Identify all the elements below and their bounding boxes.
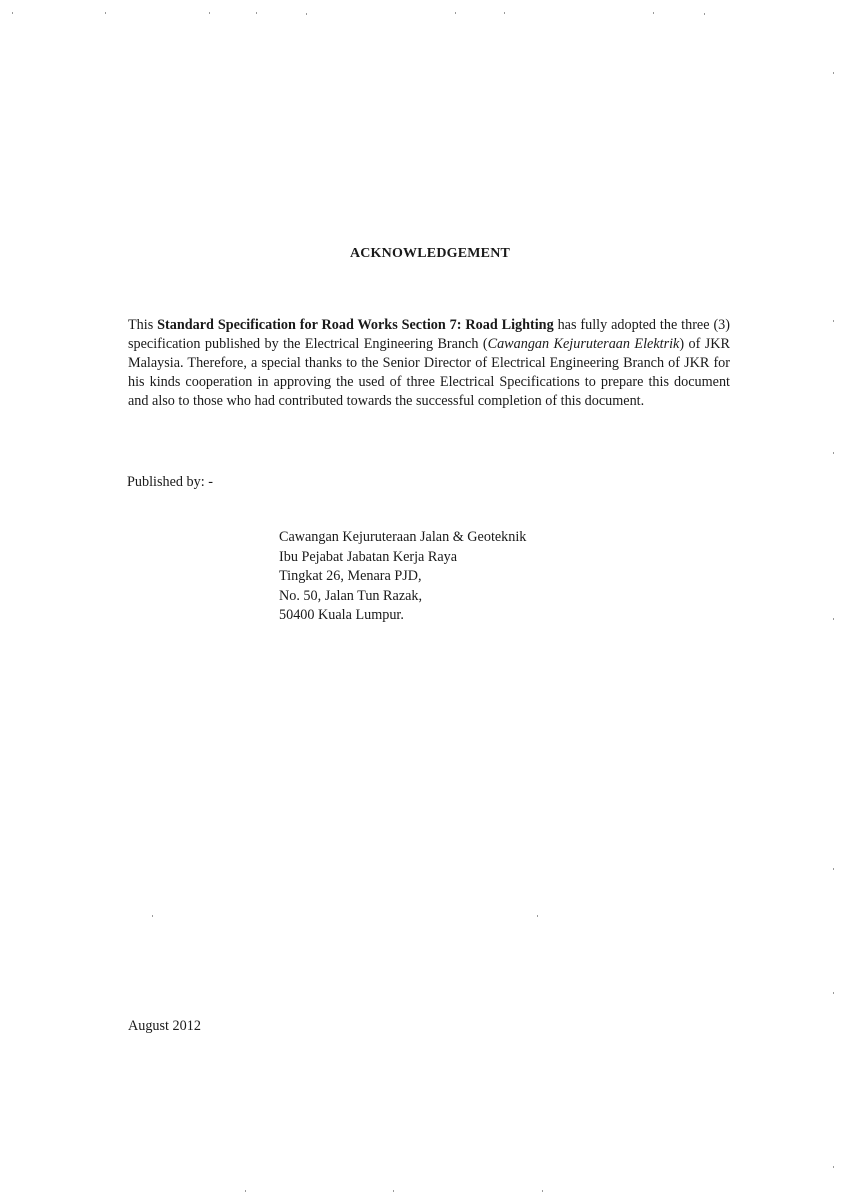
paragraph-bold-title: Standard Specification for Road Works Section 7: Road Lighting xyxy=(157,317,554,333)
scan-speck xyxy=(542,1190,543,1192)
acknowledgement-paragraph xyxy=(128,316,730,411)
scan-speck xyxy=(833,618,834,620)
paragraph-middle: has fully adopted the three (3) specification published by the Electrical Engineering Branch ( xyxy=(128,317,730,352)
paragraph-italic-name: Cawangan Kejuruteraan Elektrik xyxy=(487,336,680,352)
scan-speck xyxy=(306,13,307,15)
scan-speck xyxy=(833,992,834,994)
scan-speck xyxy=(504,12,505,14)
scan-speck xyxy=(209,12,210,14)
paragraph-closing: ) of JKR Malaysia. Therefore, a special thanks to the Senior Director of Electrical Engineering Branch of JKR for his kinds cooperation in approving the used of three Electrical Specifications to prepare this document and also to those who had contributed towards the successful completion of this document. xyxy=(128,336,730,409)
scan-speck xyxy=(833,868,834,870)
address-line: 50400 Kuala Lumpur. xyxy=(279,607,404,623)
scan-speck xyxy=(256,12,257,14)
scan-speck xyxy=(105,12,106,14)
scan-speck xyxy=(393,1190,394,1192)
scan-speck xyxy=(245,1190,246,1192)
scan-speck xyxy=(833,452,834,454)
scan-speck xyxy=(833,320,834,322)
address-line: Cawangan Kejuruteraan Jalan & Geoteknik xyxy=(279,529,527,545)
scan-speck xyxy=(537,915,538,917)
scan-speck xyxy=(653,12,654,14)
scan-speck xyxy=(12,12,13,14)
scan-speck xyxy=(833,1166,834,1168)
scan-speck xyxy=(833,72,834,74)
publisher-address xyxy=(279,528,526,626)
page-title: ACKNOWLEDGEMENT xyxy=(349,246,511,261)
scan-speck xyxy=(455,12,456,14)
address-line: No. 50, Jalan Tun Razak, xyxy=(279,587,423,604)
publication-date: August 2012 xyxy=(128,1018,201,1034)
scan-speck xyxy=(704,13,705,15)
address-line: Tingkat 26, Menara PJD, xyxy=(279,568,422,584)
published-by-label: Published by: - xyxy=(127,474,213,490)
scan-speck xyxy=(152,915,153,917)
paragraph-intro: This xyxy=(128,317,158,333)
address-line: Ibu Pejabat Jabatan Kerja Raya xyxy=(279,548,458,565)
